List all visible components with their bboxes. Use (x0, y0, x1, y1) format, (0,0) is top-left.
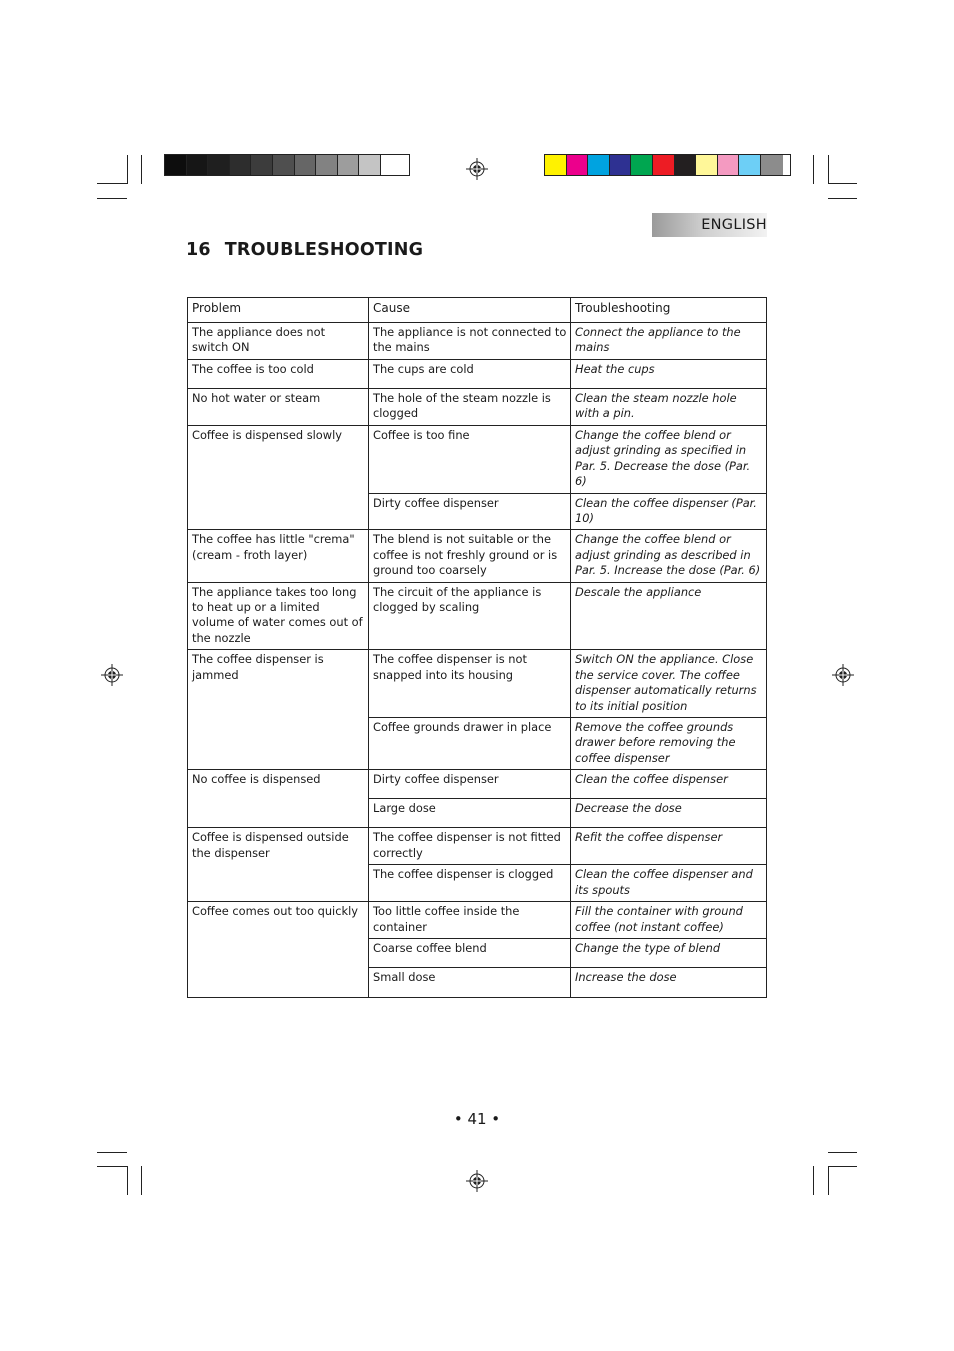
crop-mark (141, 155, 142, 184)
table-row (188, 530, 767, 582)
troubleshooting-cell: Clean the coffee dispenser (571, 770, 767, 799)
troubleshooting-cell: Fill the container with ground coffee (not instant coffee) (571, 902, 767, 939)
color-swatch (588, 155, 610, 175)
color-swatch (187, 155, 209, 175)
color-swatch (567, 155, 589, 175)
crop-mark (127, 155, 128, 184)
troubleshooting-cell: Connect the appliance to the mains (571, 323, 767, 360)
crop-mark (828, 1152, 857, 1153)
crop-mark (828, 1166, 857, 1167)
troubleshooting-cell: Refit the coffee dispenser (571, 828, 767, 865)
column-header-cause: Cause (369, 298, 571, 323)
cause-cell: Large dose (369, 799, 571, 828)
color-swatch (718, 155, 740, 175)
column-header-problem: Problem (188, 298, 369, 323)
cause-cell: The circuit of the appliance is clogged by scaling (369, 582, 571, 650)
page-number: • 41 • (453, 1110, 501, 1128)
column-header-troubleshooting: Troubleshooting (571, 298, 767, 323)
cause-cell: The blend is not suitable or the coffee is not freshly ground or is ground too coarsely (369, 530, 571, 582)
table-row (188, 770, 767, 799)
cause-cell: Too little coffee inside the container (369, 902, 571, 939)
table-row (188, 650, 767, 718)
problem-cell: The appliance takes too long to heat up or a limited volume of water comes out of the nozzle (188, 582, 369, 650)
cause-cell: Coffee grounds drawer in place (369, 717, 571, 769)
troubleshooting-cell: Increase the dose (571, 968, 767, 998)
crop-mark (813, 155, 814, 184)
cause-cell: The coffee dispenser is clogged (369, 865, 571, 902)
problem-cell: The coffee has little "crema" (cream - froth layer) (188, 530, 369, 582)
table-row (188, 389, 767, 426)
crop-mark (828, 155, 829, 184)
troubleshooting-cell: Heat the cups (571, 360, 767, 389)
troubleshooting-cell: Change the coffee blend or adjust grinding as described in Par. 5. Increase the dose (Par. 6) (571, 530, 767, 582)
troubleshooting-cell: Descale the appliance (571, 582, 767, 650)
problem-cell: Coffee is dispensed outside the dispenser (188, 828, 369, 902)
language-tab (652, 213, 767, 237)
problem-cell: Coffee is dispensed slowly (188, 426, 369, 530)
table-row (188, 828, 767, 865)
color-swatch (545, 155, 567, 175)
crop-mark (813, 1166, 814, 1195)
crop-mark (828, 183, 857, 184)
color-swatch (653, 155, 675, 175)
problem-cell: The coffee dispenser is jammed (188, 650, 369, 770)
color-swatch (631, 155, 653, 175)
cause-cell: The hole of the steam nozzle is clogged (369, 389, 571, 426)
color-swatch (610, 155, 632, 175)
troubleshooting-cell: Clean the coffee dispenser and its spouts (571, 865, 767, 902)
cause-cell: Coffee is too fine (369, 426, 571, 494)
problem-cell: The coffee is too cold (188, 360, 369, 389)
troubleshooting-cell: Switch ON the appliance. Close the service cover. The coffee dispenser automatically returns to its initial position (571, 650, 767, 718)
registration-mark-icon (832, 664, 854, 686)
table-row (188, 582, 767, 650)
grayscale-color-bar (164, 154, 410, 176)
color-swatch (338, 155, 360, 175)
problem-cell: The appliance does not switch ON (188, 323, 369, 360)
color-swatch (381, 155, 403, 175)
crop-mark (141, 1166, 142, 1195)
cause-cell: Small dose (369, 968, 571, 998)
section-number: 16 (186, 240, 211, 260)
problem-cell: No hot water or steam (188, 389, 369, 426)
crop-mark (97, 1152, 127, 1153)
color-swatch (696, 155, 718, 175)
table-row (188, 902, 767, 939)
crop-mark (828, 198, 857, 199)
cause-cell: The coffee dispenser is not fitted correctly (369, 828, 571, 865)
problem-cell: Coffee comes out too quickly (188, 902, 369, 998)
color-swatch (295, 155, 317, 175)
troubleshooting-cell: Remove the coffee grounds drawer before removing the coffee dispenser (571, 717, 767, 769)
color-swatch (251, 155, 273, 175)
troubleshooting-cell: Decrease the dose (571, 799, 767, 828)
registration-mark-icon (466, 158, 488, 180)
troubleshooting-cell: Change the type of blend (571, 939, 767, 968)
color-swatch (739, 155, 761, 175)
table-row (188, 426, 767, 494)
color-swatch (675, 155, 697, 175)
cause-cell: Coarse coffee blend (369, 939, 571, 968)
troubleshooting-cell: Change the coffee blend or adjust grinding as specified in Par. 5. Decrease the dose (Par. 6) (571, 426, 767, 494)
color-swatch (273, 155, 295, 175)
cause-cell: The appliance is not connected to the mains (369, 323, 571, 360)
troubleshooting-cell: Clean the steam nozzle hole with a pin. (571, 389, 767, 426)
problem-cell: No coffee is dispensed (188, 770, 369, 828)
color-swatch (316, 155, 338, 175)
color-swatch (761, 155, 783, 175)
cause-cell: The coffee dispenser is not snapped into its housing (369, 650, 571, 718)
cause-cell: The cups are cold (369, 360, 571, 389)
table-body (188, 323, 767, 998)
section-title (186, 240, 423, 260)
crop-mark (97, 198, 127, 199)
registration-mark-icon (466, 1170, 488, 1192)
color-swatch (359, 155, 381, 175)
color-swatch (230, 155, 252, 175)
cause-cell: Dirty coffee dispenser (369, 493, 571, 530)
troubleshooting-cell: Clean the coffee dispenser (Par. 10) (571, 493, 767, 530)
table-row (188, 360, 767, 389)
crop-mark (97, 183, 127, 184)
color-swatch (165, 155, 187, 175)
color-swatch (208, 155, 230, 175)
language-label: ENGLISH (701, 217, 767, 233)
troubleshooting-table (187, 297, 767, 998)
crop-mark (828, 1166, 829, 1195)
cause-cell: Dirty coffee dispenser (369, 770, 571, 799)
table-header-row (188, 298, 767, 323)
process-color-bar (544, 154, 791, 176)
registration-mark-icon (101, 664, 123, 686)
crop-mark (97, 1166, 127, 1167)
section-title-text: TROUBLESHOOTING (224, 240, 424, 260)
crop-mark (127, 1166, 128, 1195)
table-row (188, 323, 767, 360)
